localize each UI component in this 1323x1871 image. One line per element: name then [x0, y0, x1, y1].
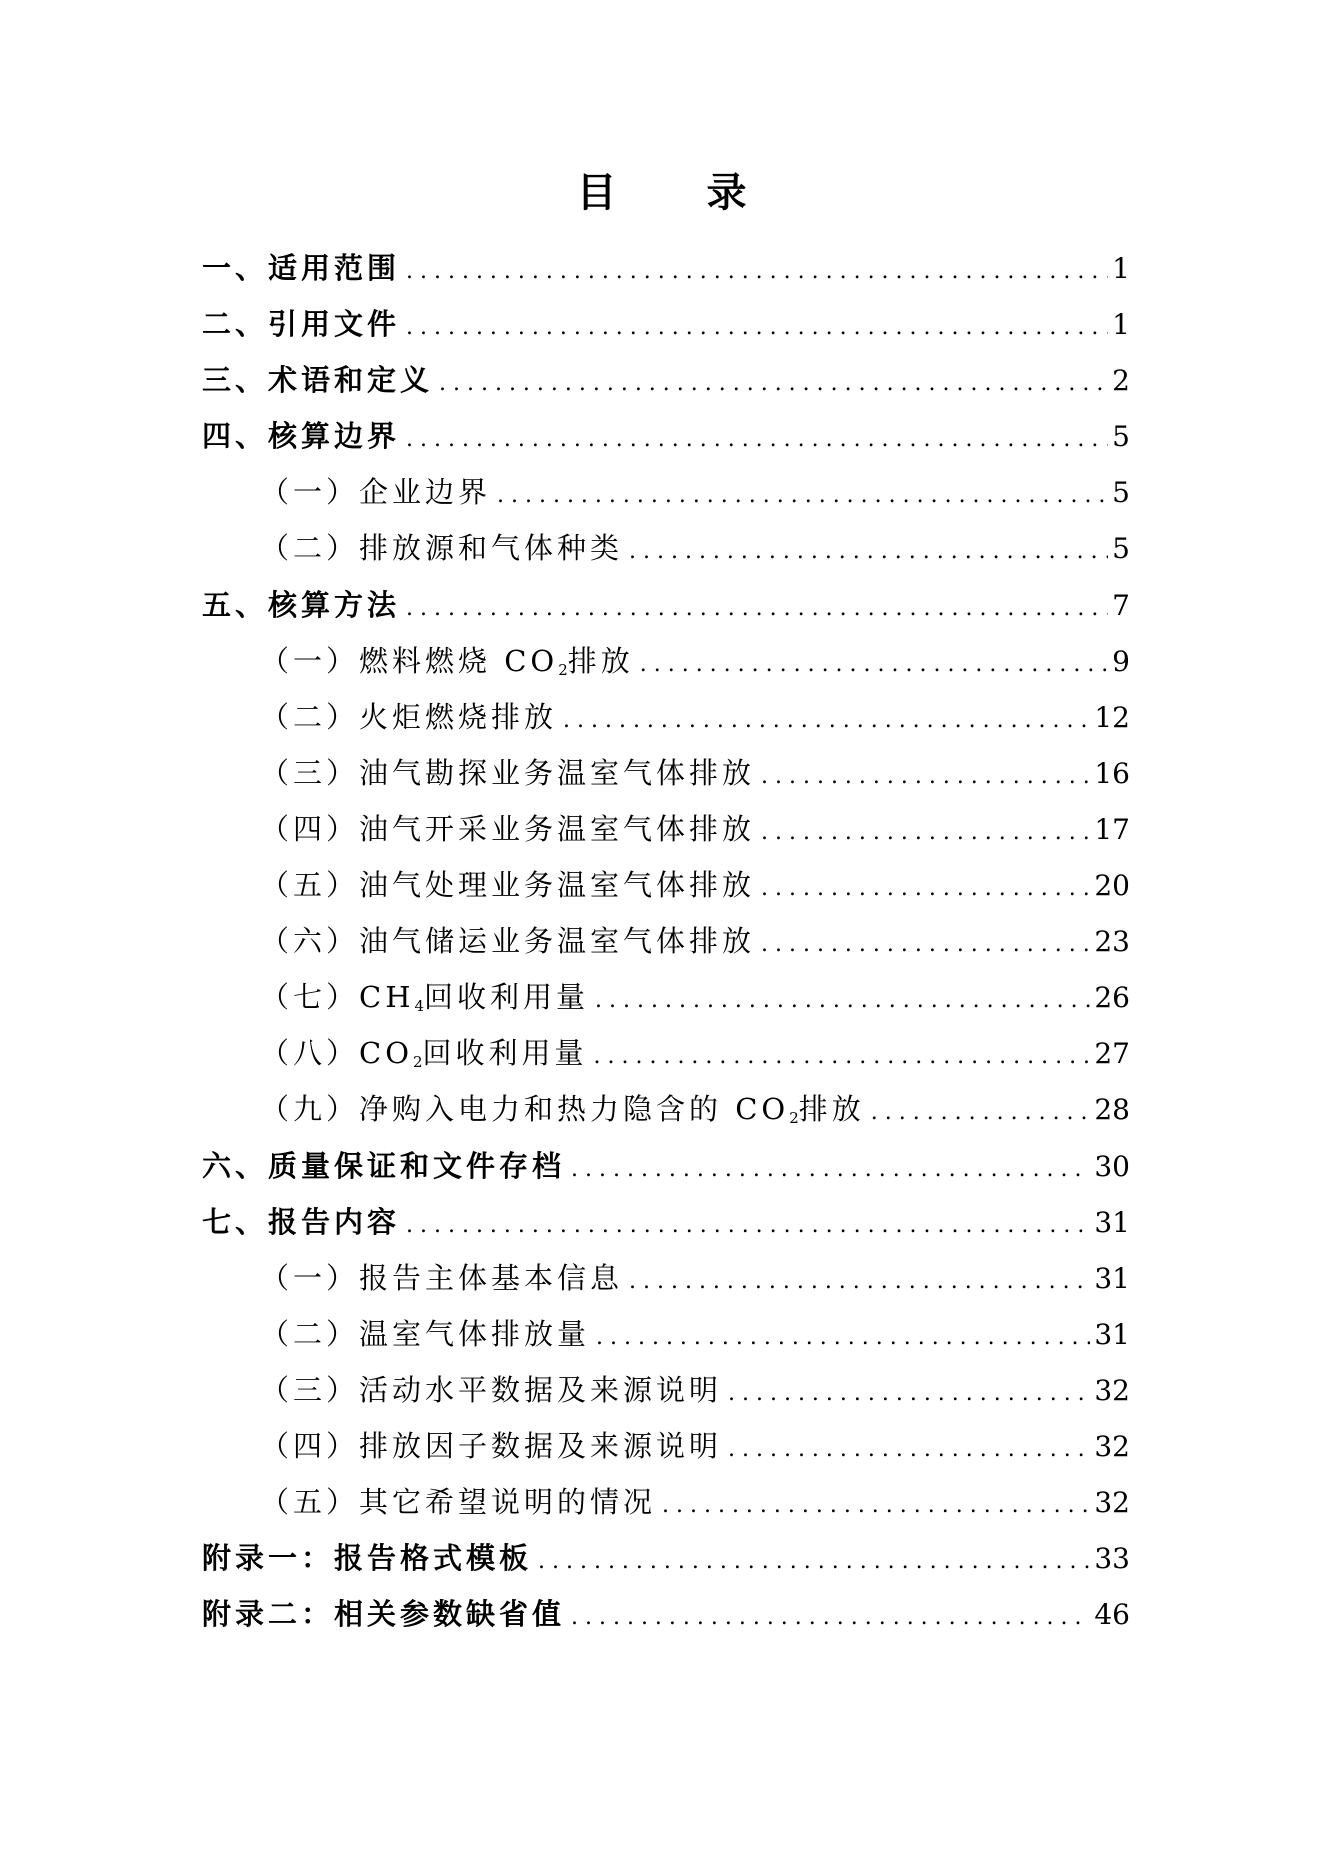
dot-leader — [761, 749, 1090, 801]
toc-entry-label-suffix: 回收利用量 — [422, 1036, 588, 1071]
toc-entry-label: （五）其它希望说明的情况 — [260, 1485, 657, 1520]
toc-entry-text — [202, 1138, 565, 1194]
toc-entry-label: （一）燃料燃烧 CO — [260, 643, 559, 678]
toc-entry-label: 二、引用文件 — [202, 307, 401, 342]
toc-page-number: 32 — [1094, 1373, 1130, 1407]
toc-entry-label: 五、核算方法 — [202, 587, 401, 622]
dot-leader — [571, 1590, 1090, 1642]
toc-subsection-entry[interactable] — [202, 801, 1130, 857]
toc-entry-text — [260, 1081, 865, 1137]
toc-entry-label: （二）排放源和气体种类 — [260, 531, 624, 566]
toc-entry-label: （二）温室气体排放量 — [260, 1316, 591, 1351]
toc-entry-label: （七）CH — [260, 980, 415, 1015]
toc-subsection-entry[interactable] — [202, 1362, 1130, 1418]
dot-leader — [871, 1085, 1091, 1137]
toc-entry-label: （四）油气开采业务温室气体排放 — [260, 811, 756, 846]
toc-page-number: 23 — [1094, 925, 1130, 959]
toc-entry-text — [202, 1530, 532, 1586]
toc-entry-label-suffix: 排放 — [567, 643, 634, 678]
toc-page-number: 27 — [1094, 1037, 1130, 1071]
toc-subsection-entry[interactable] — [202, 1081, 1130, 1137]
toc-page-number: 33 — [1094, 1542, 1130, 1576]
toc-entry-text — [202, 408, 400, 464]
toc-section-entry[interactable] — [202, 408, 1130, 464]
toc-page-number: 1 — [1112, 252, 1130, 285]
toc-subsection-entry[interactable] — [202, 745, 1130, 801]
dot-leader — [761, 917, 1090, 969]
dot-leader — [563, 693, 1090, 745]
toc-subsection-entry[interactable] — [202, 1474, 1130, 1530]
dot-leader — [439, 356, 1108, 408]
dot-leader — [761, 861, 1090, 913]
toc-page-number: 16 — [1094, 756, 1130, 790]
toc-subsection-entry[interactable] — [202, 969, 1130, 1025]
toc-entry-text — [260, 464, 491, 520]
toc-entry-label: 三、术语和定义 — [202, 363, 434, 398]
toc-page-number: 31 — [1094, 1261, 1130, 1295]
toc-entry-text — [202, 352, 433, 408]
toc-entry-text — [202, 296, 400, 352]
toc-page-number: 5 — [1112, 476, 1130, 510]
toc-section-entry[interactable] — [202, 577, 1130, 633]
subscript: 4 — [414, 997, 425, 1016]
toc-page-number: 26 — [1094, 981, 1130, 1015]
toc-page-number: 2 — [1112, 364, 1130, 398]
toc-entry-label: （六）油气储运业务温室气体排放 — [260, 924, 756, 959]
toc-entry-label: 六、质量保证和文件存档 — [202, 1148, 566, 1183]
subscript: 2 — [558, 660, 568, 679]
toc-page-number: 20 — [1094, 869, 1130, 903]
toc-title: 目 录 — [576, 170, 785, 216]
toc-entry-text — [260, 969, 589, 1025]
dot-leader — [497, 468, 1108, 520]
toc-entry-label: 一、适用范围 — [202, 251, 401, 285]
toc-section-entry[interactable] — [202, 296, 1130, 352]
toc-entry-label: 附录一：报告格式模板 — [202, 1541, 533, 1576]
toc-section-entry[interactable] — [202, 1586, 1130, 1642]
toc-section-entry[interactable] — [202, 240, 1130, 296]
toc-entry-text — [260, 633, 634, 689]
toc-entry-label: （一）企业边界 — [260, 475, 492, 510]
toc-entry-text — [260, 1418, 722, 1474]
toc-entry-text — [260, 801, 755, 857]
toc-section-entry[interactable] — [202, 1530, 1130, 1586]
toc-page-number: 17 — [1094, 812, 1130, 846]
dot-leader — [406, 581, 1108, 633]
toc-subsection-entry[interactable] — [202, 633, 1130, 689]
toc-entry-text — [202, 1586, 565, 1642]
toc-entry-label: （三）油气勘探业务温室气体排放 — [260, 755, 756, 790]
toc-subsection-entry[interactable] — [202, 1306, 1130, 1362]
toc-page-number: 32 — [1094, 1429, 1130, 1463]
dot-leader — [594, 1029, 1091, 1081]
toc-entry-label-suffix: 回收利用量 — [424, 980, 590, 1015]
toc-entry-text — [202, 240, 400, 296]
dot-leader — [761, 805, 1090, 857]
toc-section-entry[interactable] — [202, 352, 1130, 408]
toc-entry-text — [260, 1362, 722, 1418]
dot-leader — [728, 1366, 1090, 1418]
toc-entry-text — [202, 577, 400, 633]
toc-entry-text — [260, 1306, 590, 1362]
toc-entry-text — [260, 745, 755, 801]
toc-subsection-entry[interactable] — [202, 520, 1130, 576]
toc-page-number: 28 — [1094, 1093, 1130, 1127]
toc-entry-label: （二）火炬燃烧排放 — [260, 699, 558, 734]
toc-subsection-entry[interactable] — [202, 857, 1130, 913]
toc-entry-label: 七、报告内容 — [202, 1204, 401, 1239]
toc-entry-label-suffix: 排放 — [798, 1092, 865, 1127]
subscript: 2 — [789, 1109, 799, 1128]
toc-entry-text — [260, 1250, 623, 1306]
toc-page-number: 7 — [1112, 588, 1130, 622]
subscript: 2 — [412, 1053, 423, 1072]
toc-subsection-entry[interactable] — [202, 1025, 1130, 1081]
toc-subsection-entry[interactable] — [202, 689, 1130, 745]
table-of-contents — [202, 240, 1130, 1642]
toc-entry-text — [260, 1025, 588, 1081]
toc-section-entry[interactable] — [202, 1138, 1130, 1194]
toc-entry-label: 附录二：相关参数缺省值 — [202, 1597, 566, 1632]
dot-leader — [406, 1198, 1090, 1250]
toc-subsection-entry[interactable] — [202, 1250, 1130, 1306]
toc-page-number: 12 — [1094, 700, 1130, 734]
dot-leader — [629, 524, 1108, 576]
dot-leader — [406, 244, 1108, 296]
toc-entry-label: （九）净购入电力和热力隐含的 CO — [260, 1092, 790, 1127]
toc-page-number: 31 — [1094, 1317, 1130, 1351]
toc-page-number: 5 — [1112, 420, 1130, 454]
toc-entry-text — [260, 1474, 656, 1530]
toc-entry-label: （三）活动水平数据及来源说明 — [260, 1372, 723, 1407]
toc-entry-label: 四、核算边界 — [202, 419, 401, 454]
dot-leader — [640, 637, 1108, 689]
toc-page-number: 9 — [1112, 644, 1130, 678]
toc-entry-text — [260, 857, 755, 913]
toc-entry-text — [260, 520, 623, 576]
toc-page-number: 46 — [1094, 1598, 1130, 1632]
toc-page-number: 5 — [1112, 532, 1130, 566]
dot-leader — [538, 1534, 1090, 1586]
toc-subsection-entry[interactable] — [202, 1418, 1130, 1474]
dot-leader — [596, 1310, 1090, 1362]
toc-subsection-entry[interactable] — [202, 464, 1130, 520]
toc-entry-label: （四）排放因子数据及来源说明 — [260, 1428, 723, 1463]
toc-entry-text — [202, 1194, 400, 1250]
toc-entry-label: （八）CO — [260, 1036, 413, 1071]
toc-subsection-entry[interactable] — [202, 913, 1130, 969]
dot-leader — [728, 1422, 1090, 1474]
toc-entry-text — [260, 913, 755, 969]
dot-leader — [571, 1142, 1090, 1194]
dot-leader — [406, 412, 1108, 464]
toc-page-number: 32 — [1094, 1486, 1130, 1520]
toc-entry-label: （五）油气处理业务温室气体排放 — [260, 868, 756, 903]
dot-leader — [662, 1478, 1090, 1530]
dot-leader — [595, 973, 1090, 1025]
toc-page-number: 1 — [1112, 308, 1130, 342]
dot-leader — [629, 1254, 1090, 1306]
toc-page-number: 30 — [1094, 1149, 1130, 1183]
toc-page-number: 31 — [1094, 1205, 1130, 1239]
dot-leader — [406, 300, 1108, 352]
toc-section-entry[interactable] — [202, 1194, 1130, 1250]
toc-entry-text — [260, 689, 557, 745]
toc-entry-label: （一）报告主体基本信息 — [260, 1260, 624, 1295]
